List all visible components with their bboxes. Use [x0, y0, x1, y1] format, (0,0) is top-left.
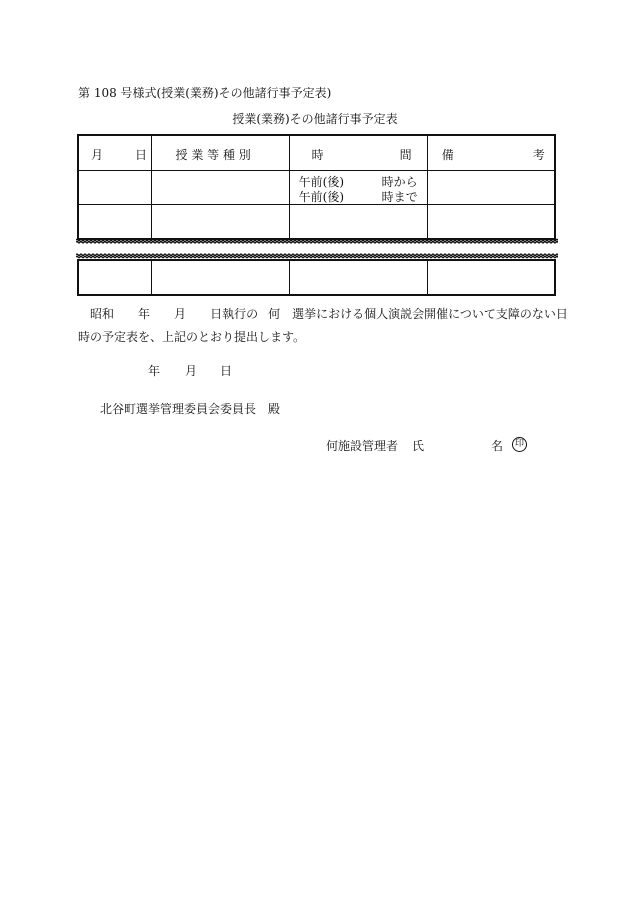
cell-time[interactable] [289, 205, 427, 240]
cell-time[interactable] [289, 260, 427, 295]
form-number: 第 108 号様式(授業(業務)その他諸行事予定表) [78, 86, 332, 100]
schedule-table-continued [77, 259, 556, 296]
cell-notes[interactable] [427, 205, 555, 240]
seal-icon: 印 [512, 437, 527, 452]
header-time [289, 135, 427, 171]
submission-statement: 昭和 年 月 日執行の 何 選挙における個人演説会開催について支障のない日時の予定表を、上記のとおり提出します。 [78, 307, 568, 344]
header-time-b: 間 [399, 148, 412, 162]
header-notes [427, 135, 555, 171]
table-header-row [78, 135, 555, 171]
table-row [78, 205, 555, 240]
cell-notes[interactable] [427, 171, 555, 205]
header-date [78, 135, 151, 171]
date-month: 月 [185, 364, 198, 378]
header-note-b: 考 [532, 148, 545, 162]
submitter-org: 何施設管理者 [326, 439, 399, 453]
date-day: 日 [220, 364, 233, 378]
cell-kind[interactable] [151, 260, 289, 295]
date-year: 年 [148, 364, 161, 378]
cell-date[interactable] [78, 171, 151, 205]
table-break-wave-top [76, 238, 558, 244]
cell-time[interactable]: 午前(後) 時から 午前(後) 時まで [289, 171, 427, 205]
cell-date[interactable] [78, 260, 151, 295]
table-row [78, 171, 555, 205]
document-title: 授業(業務)その他諸行事予定表 [232, 112, 398, 126]
header-month: 月 [91, 148, 104, 162]
name-label-a: 氏 [412, 439, 425, 453]
name-label-b: 名 [491, 439, 504, 453]
cell-date[interactable] [78, 205, 151, 240]
era: 昭和 [90, 307, 115, 321]
schedule-table [77, 134, 556, 240]
header-kind: 授 業 等 種 別 [151, 135, 289, 171]
header-day: 日 [135, 148, 148, 162]
cell-kind[interactable] [151, 171, 289, 205]
addressee: 北谷町選挙管理委員会委員長 殿 [100, 402, 281, 416]
table-row [78, 260, 555, 295]
cell-notes[interactable] [427, 260, 555, 295]
cell-kind[interactable] [151, 205, 289, 240]
header-time-a: 時 [311, 148, 324, 162]
header-note-a: 備 [441, 148, 454, 162]
